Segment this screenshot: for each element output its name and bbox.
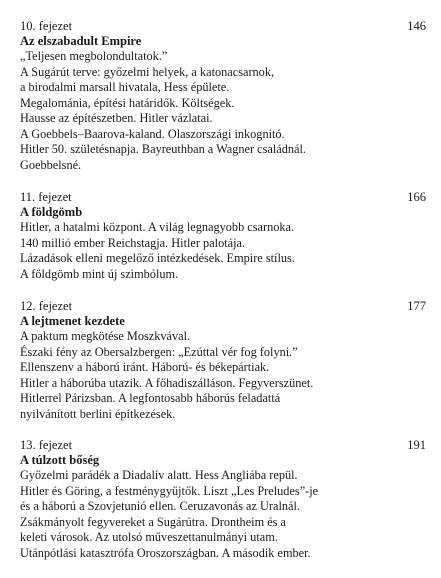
- chapter-12: [20, 298, 426, 422]
- summary-line: Hitler a háborúba utazik. A főhadiszálláson. Fegyverszünet.: [20, 375, 314, 390]
- chapter-number: 13. fejezet: [20, 438, 73, 452]
- summary-line: Északi fény az Obersalzbergen: „Ezúttal vér fog folyni.”: [20, 344, 298, 359]
- summary-line: Hitler, a hatalmi központ. A világ legnagyobb csarnoka.: [20, 220, 295, 234]
- summary-line: A Goebbels–Baarova-kaland. Olaszországi inkognitó.: [20, 126, 285, 141]
- chapter-header: [20, 437, 426, 453]
- summary-line: Hitler és Göring, a festménygyűjtők. Liszt „Les Preludes”-je: [20, 483, 319, 498]
- summary-line: A paktum megkötése Moszkvával.: [20, 329, 191, 343]
- chapter-10: [20, 18, 426, 173]
- summary-line: 140 millió ember Reichstagja. Hitler palotája.: [20, 235, 246, 250]
- chapter-page-number: 191: [407, 438, 426, 452]
- summary-line: Ellenszenv a háború iránt. Háború- és békepártiak.: [20, 360, 270, 374]
- chapter-header: [20, 18, 426, 34]
- chapter-header: [20, 189, 426, 205]
- summary-line: a birodalmi marsall hivatala, Hess épülete.: [20, 80, 230, 94]
- summary-line: Hitler 50. születésnapja. Bayreuthban a Wagner családnál.: [20, 142, 306, 156]
- summary-line: és a háború a Szovjetunió ellen. Ceruzavonás az Uralnál.: [20, 499, 300, 513]
- summary-line: Győzelmi parádék a Diadalív alatt. Hess Angliába repül.: [20, 468, 298, 482]
- chapter-title: A túlzott bőség: [20, 453, 100, 467]
- chapter-title: A lejtmenet kezdete: [20, 314, 125, 328]
- summary-line: Utánpótlási katasztrófa Oroszországban. A második ember.: [20, 545, 311, 560]
- summary-line: „Teljesen megbolondultatok.”: [20, 49, 168, 63]
- summary-line: Zsákmányolt fegyvereket a Sugárútra. Drontheim és a: [20, 514, 286, 529]
- chapter-number: 12. fejezet: [20, 299, 73, 313]
- chapter-page-number: 146: [407, 19, 426, 33]
- chapter-number: 11. fejezet: [20, 190, 72, 204]
- chapter-page-number: 166: [407, 190, 426, 204]
- chapter-13: [20, 437, 426, 561]
- summary-line: keleti városok. Az utolsó műveszettanulmányi utam.: [20, 530, 278, 544]
- summary-line: Lázadások elleni megelőző intézkedések. Empire stílus.: [20, 251, 295, 265]
- chapter-title: Az elszabadult Empire: [20, 34, 142, 48]
- summary-line: A Sugárút terve: győzelmi helyek, a katonacsarnok,: [20, 64, 275, 79]
- chapter-header: [20, 298, 426, 314]
- summary-line: Hitlerrel Párizsban. A legfontosabb háborús feladattá: [20, 391, 281, 405]
- summary-line: Hausse az építészetben. Hitler vázlatai.: [20, 111, 213, 125]
- chapter-number: 10. fejezet: [20, 19, 73, 33]
- chapter-title: A földgömb: [20, 205, 83, 219]
- summary-line: Megalománia, építési határidők. Költségek.: [20, 95, 235, 110]
- summary-line: nyilvánított berlini építkezések.: [20, 406, 176, 421]
- summary-line: Goebbelsné.: [20, 157, 82, 172]
- summary-line: A földgömb mint új szimbólum.: [20, 266, 179, 281]
- chapter-page-number: 177: [407, 299, 426, 313]
- chapter-11: [20, 189, 426, 282]
